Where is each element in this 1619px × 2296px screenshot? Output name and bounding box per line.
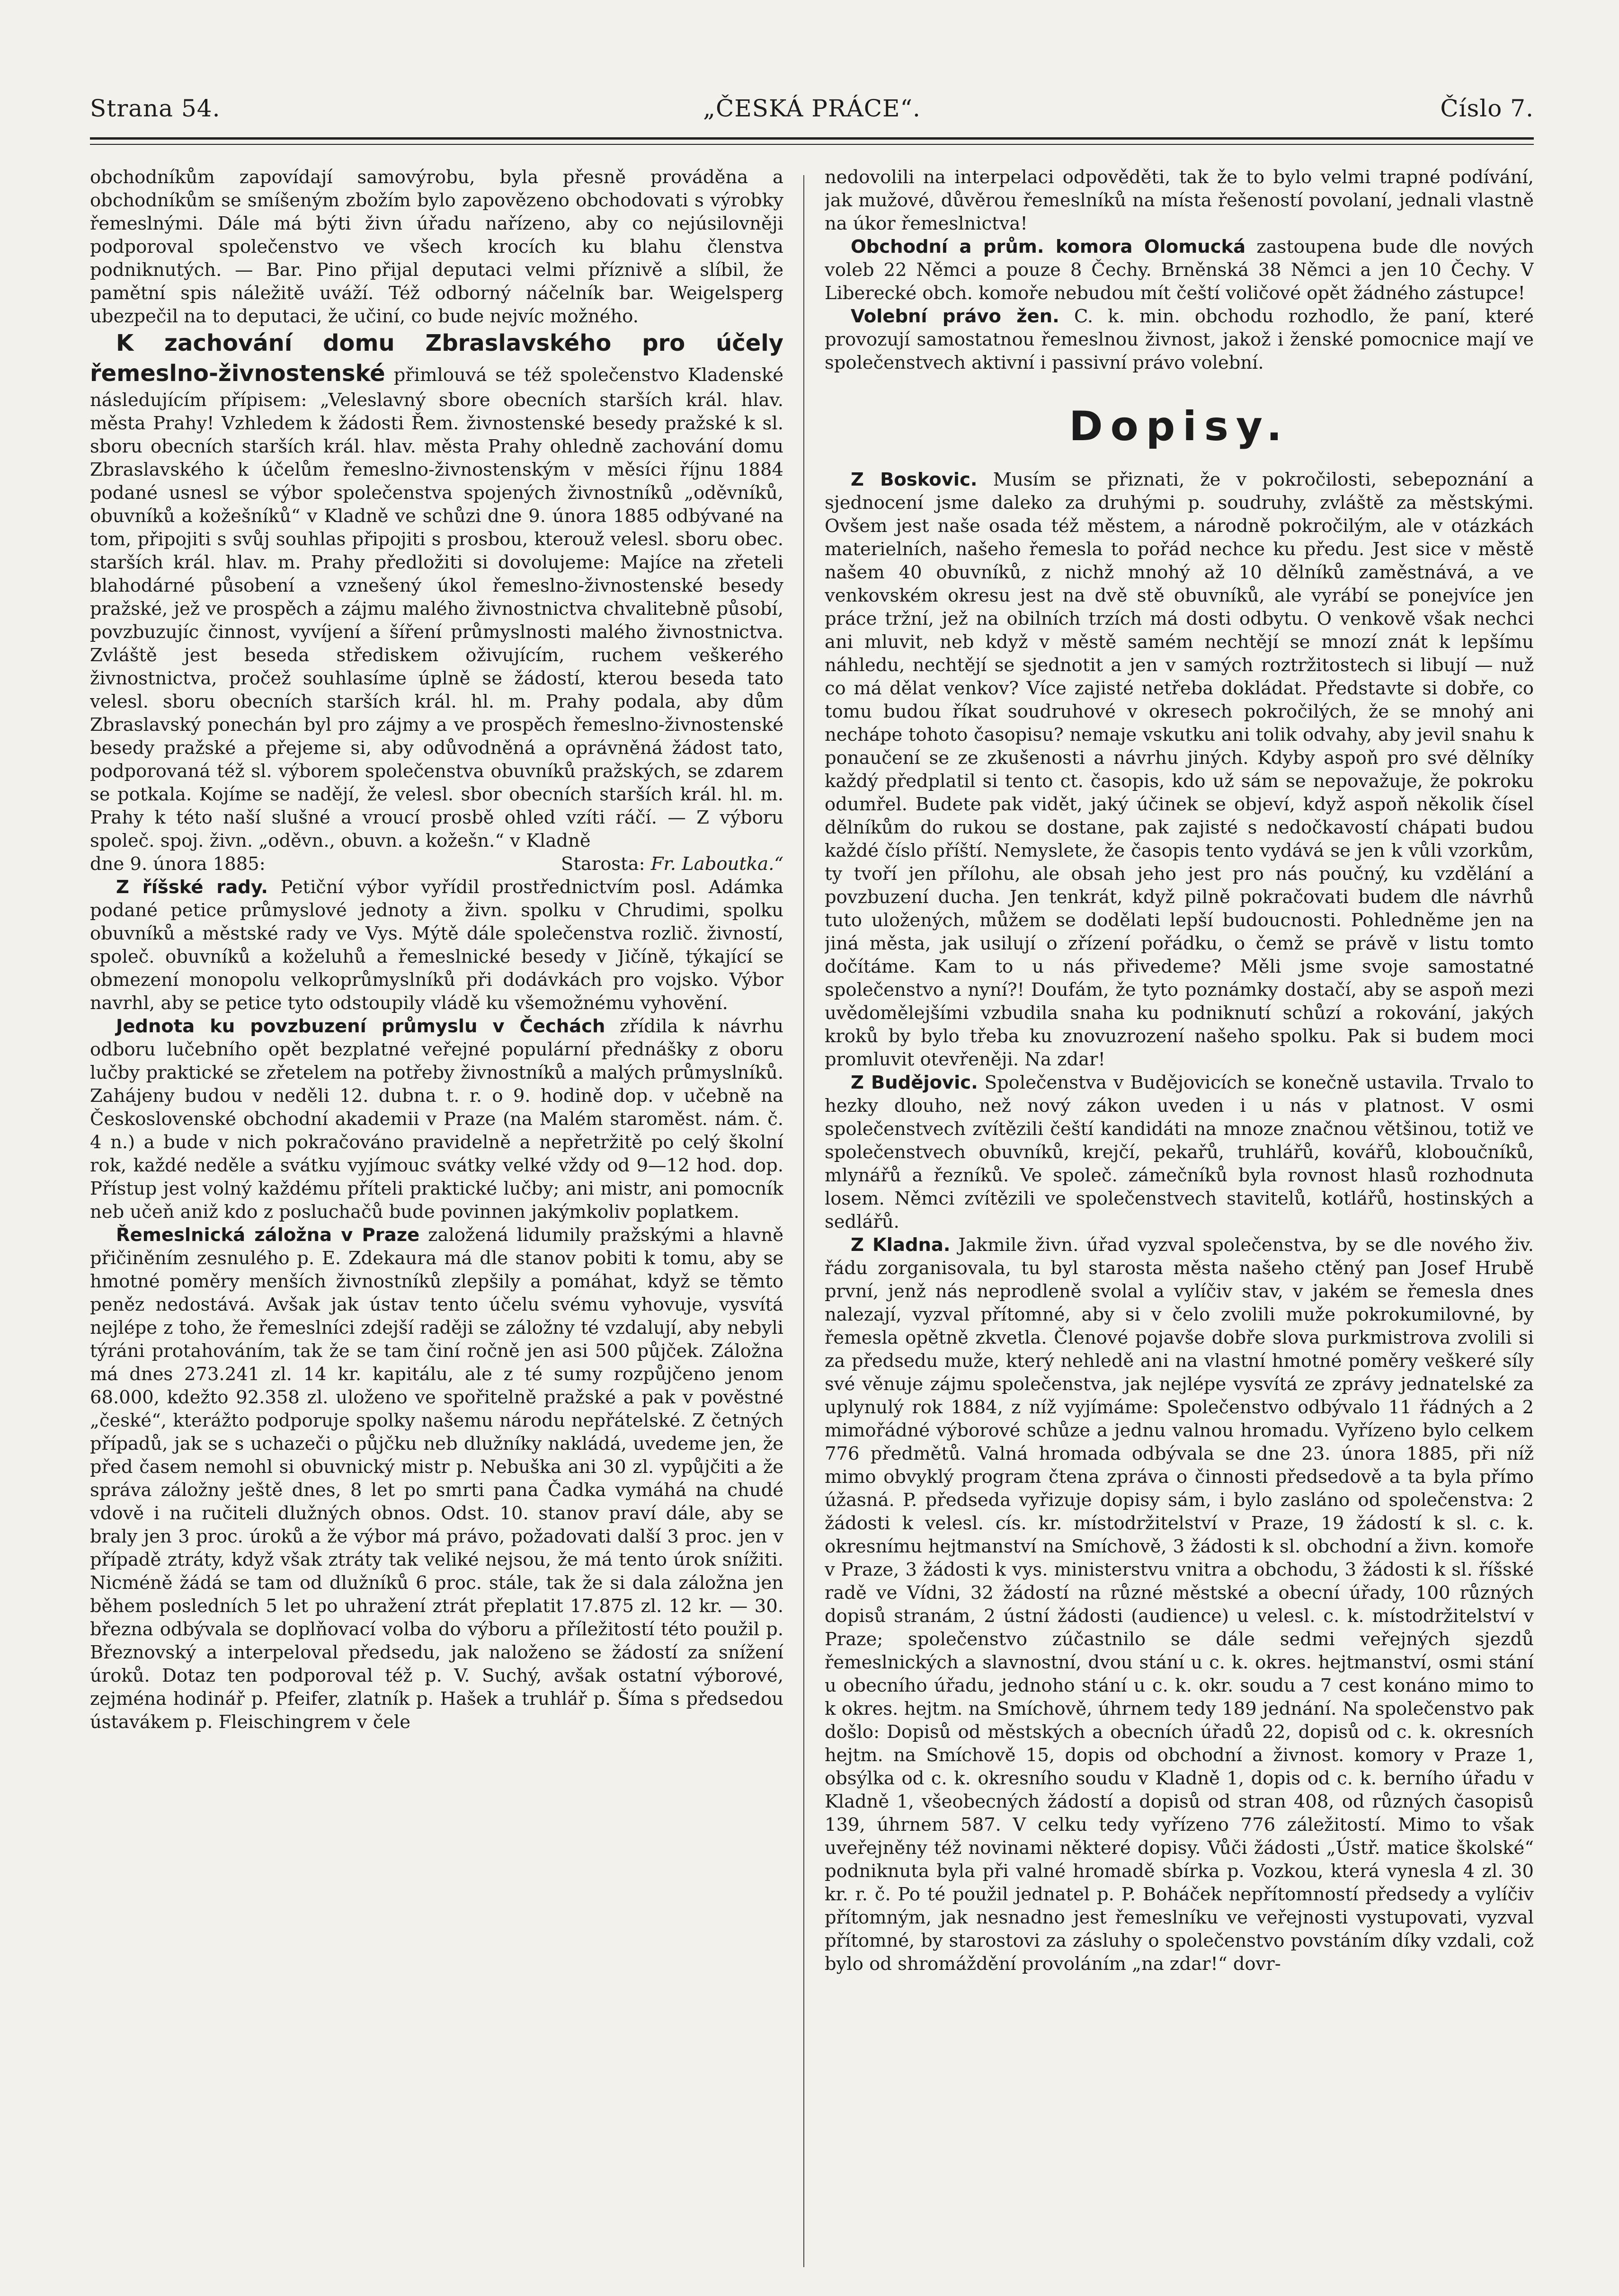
left-column bbox=[90, 166, 783, 2267]
jednota-heading: Jednota ku povzbuzení průmyslu v Čechách bbox=[116, 1016, 605, 1037]
kladna-letter bbox=[825, 1233, 1534, 1976]
budejovic-heading: Z Budějovic. bbox=[851, 1072, 978, 1093]
left-intro-paragraph: obchodníkům zapovídají samovýrobu, byla přesně prováděna a obchodníkům se smíšeným zbožím bylo zapovězeno obchodovati s výrobky řemeslnými. Dále má býti živn úřadu nařízeno, aby co nejúsilovněji podporoval společenstvo ve všech krocích ku blahu členstva podniknutých. — Bar. Pino přijal deputaci velmi příznivě a slíbil, že pamětní spis náležitě uváží. Též odborný náčelník bar. Weigelsperg ubezpečil na to deputaci, že učiní, co bude nejvíc možného. bbox=[90, 167, 783, 327]
zbraslav-signature bbox=[561, 852, 783, 876]
boskovic-text: Musím se přiznati, že v pokročilosti, sebepoznání a sjednocení jsme daleko za druhými p. soudruhy, zvláště za městskými. Ovšem jest naše osada též městem, a národně pokročilým, ale v otázkách materielních, našeho řemesla to pořád nechce ku předu. Jest sice v městě našem 40 obuvníků, z nichž mnohý až 10 dělníků zaměstnává, a ve venkovském okresu jest na dvě stě obuvníků, ale vyrábí se ponejvíce jen práce tržní, jež na obilních trzích má dosti odbytu. O venkově však nechci ani mluvit, neb když v městě samém nechtějí se mnozí znát k lepšímu náhledu, nechtějí se sjednotit a jen v samých roztržitostech si libují — nuž co má dělat venkov? Více zajisté netřeba dokládat. Představte si dobře, co tomu budou říkat soudruhové v okresech pokročilých, že se mnohý ani nechápe tohoto časopisu? nemaje vskutku ani tolik odvahy, aby jevil snahu k ponaučení se ze zkušenosti a návrhu jiných. Kdyby aspoň pro své dělníky každý předplatil si tento ct. časopis, kdo už sám se nepovažuje, že pokroku odumřel. Budete pak vidět, jaký účinek se objeví, když aspoň několik čísel dělníkům do rukou se dostane, pak zajisté s nedočkavostí chápati budou každé číslo příští. Nemyslete, že časopis tento vydává se jen k vůli vzorkům, ty tvoří jen přílohu, ale obsah jeho jest pro nás poučný, ku vzdělání a povzbuzení ducha. Jen tenkrát, když pilně pokračovati budem dle návrhů tuto uložených, můžem se dodělati lepší budoucnosti. Pohledněme jen na jiná města, jak usilují o zřízení pořádku, o čemž se právě v listu tomto dočítáme. Kam to u nás přivedeme? Měli jsme svoje samostatné společenstvo a nyní?! Doufám, že tyto poznámky dostačí, aby se aspoň mezi uvědomělejšími vzbudila snaha ku podniknutí schůzí a rokování, jakých kroků by bylo třeba ku znovuzrození našeho spolku. Pak si budem moci promluvit otevřeněji. Na zdar! bbox=[825, 469, 1534, 1070]
komora-article bbox=[825, 235, 1534, 305]
dopisy-section-title: Dopisy. bbox=[1069, 403, 1290, 450]
zalozna-text: založená lidumily pražskými a hlavně přičiněním zesnulého p. E. Zdekaura má dle stanov pobiti k tomu, aby se hmotné poměry menších živnostníků zlepšily a pomáhat, když se těmto peněz nedostává. Avšak jak ústav tento účelu svému vyhovuje, vysvítá nejlépe z toho, že řemeslníci zdejší raději se záložny té vzdalují, aby nebyli týráni protahováním, tak že se tam činí ročně jen asi 500 půjček. Záložna má dnes 273.241 zl. 14 kr. kapitálu, ale z té sumy rozpůjčeno jenom 68.000, kdežto 92.358 zl. uloženo ve spořitelně pražské a pak v pověstné „české“, kterážto podporuje spolky našemu národu nepřátelské. Z četných případů, jak se s uchazeči o půjčku neb dlužníky nakládá, uvedeme jen, že před časem nemohl si obuvnický mistr p. Nebuška ani 30 zl. vypůjčiti a že správa záložny ještě dnes, 8 let po smrti pana Čadka vymáhá na chudé vdově i na ručiteli dlužných obnos. Odst. 10. stanov praví dále, aby se braly jen 3 proc. úroků a že výbor má právo, požadovati další 3 proc. jen v případě ztráty, když však ztráty tak veliké nejsou, že má tento úrok snížiti. Nicméně žádá se tam od dlužníků 6 proc. stále, tak že si dala záložna jen během posledních 5 let po uhražení ztrát přeplatit 17.875 zl. 12 kr. — 30. března odbývala se doplňovací volba do výboru a příležitostí této použil p. Březnovský a interpeloval předsedu, jak naloženo se žádostí za snížení úroků. Dotaz ten podporoval též p. V. Suchý, avšak ostatní výborové, zejména hodinář p. Pfeifer, zlatník p. Hašek a truhlář p. Šíma s předsedou ústavákem p. Fleischingrem v čele bbox=[90, 1224, 783, 1733]
risske-rady-text: Petiční výbor vyřídil prostřednictvím posl. Adámka podané petice průmyslové jednoty a živn. spolku v Chrudimi, spolku obuvníků a městské rady ve Vys. Mýtě dále společenstva rozlič. živností, společ. obuvníků a koželuhů a řemeslnické besedy v Jičíně, týkající se obmezení monopolu velkoprůmyslníků při dodávkách pro vojsko. Výbor navrhl, aby se petice tyto odstoupily vládě ku všemožnému vyhovění. bbox=[90, 877, 783, 1014]
budejovic-text: Společenstva v Budějovicích se konečně ustavila. Trvalo to hezky dlouho, než nový zákon uveden i u nás v platnost. V osmi společenstvech zvítězili čeští kandidáti na mnoze značnou většinou, totiž ve společenstvech obuvníků, krejčí, pekařů, truhlářů, kovářů, kloboučníků, mlynářů a řezníků. Ve společ. zámečníků byla rovnost hlasů rozhodnuta losem. Němci zvítězili ve společenstvech stavitelů, kotlářů, hostinských a sedlářů. bbox=[825, 1072, 1534, 1232]
komora-text: zastoupena bude dle nových voleb 22 Němci a pouze 8 Čechy. Brněnská 38 Němci a jen 10 Čechy. V Liberecké obch. komoře nebudou mít čeští voličové opět žádného zástupce! bbox=[825, 236, 1534, 304]
komora-heading: Obchodní a prům. komora Olomucká bbox=[851, 236, 1246, 257]
kladna-heading: Z Kladna. bbox=[851, 1234, 951, 1256]
boskovic-heading: Z Boskovic. bbox=[851, 469, 978, 490]
page-header bbox=[90, 95, 1534, 128]
zbraslav-text: přimlouvá se též společenstvo Kladenské následujícím přípisem: „Veleslavný sbore obecních starších král. hlav. města Prahy! Vzhledem k žádosti Řem. živnostenské besedy pražské k sl. sboru obecních starších král. hlav. města Prahy ohledně zachování domu Zbraslavského k účelům řemeslno-živnostenským v měsíci říjnu 1884 podané usnesl se výbor společenstva spojených živnostníků „oděvníků, obuvníků a kožešníků“ v Kladně ve schůzi dne 9. února 1885 odbývané na tom, připojiti s svůj souhlas připojiti s prosbou, kterouž velesl. sboru obec. starších král. hlav. m. Prahy předložiti si dovolujeme: Majíce na zřeteli blahodárné působení a vznešený úkol řemeslno-živnostenské besedy pražské, jež ve prospěch a zájmu malého živnostnictva chvalitebně působí, povzbuzujíc činnost, vyvíjení a šíření průmyslnosti malého živnostnictva. Zvláště jest beseda střediskem oživujícím, ruchem veškerého živnostnictva, pročež souhlasíme úplně se žádostí, kterou beseda tato velesl. sboru obecních starších král. hl. m. Prahy podala, aby dům Zbraslavský ponechán byl pro zájmy a ve prospěch řemeslno-živnostenské besedy pražské a přejeme si, aby odůvodněná a oprávněná žádost tato, podporovaná též sl. výborem společenstva obuvníků pražských, se zdarem se potkala. Kojíme se nadějí, že velesl. sbor obecních starších král. hl. m. Prahy k této naší slušné a vroucí prosbě ohled vzíti ráčí. — Z výboru společ. spoj. živn. „oděvn., obuvn. a kožešn.“ v Kladně bbox=[90, 364, 783, 851]
jednota-text: zřídila k návrhu odboru lučebního opět bezplatné veřejné populární přednášky z oboru lučby praktické se zřetelem na potřeby živnostníků a malých průmyslníků. Zahájeny budou v neděli 12. dubna t. r. o 9. hodině dop. v učebně na Československé obchodní akademii v Praze (na Malém staroměst. nám. č. 4 n.) a bude v nich pokračováno pravidelně a nepřetržitě po celý školní rok, každé neděle a svátku vyjímouc svátky velké vždy od 9—12 hod. dop. Přístup jest volný každému příteli praktické lučby; ani mistr, ani pomocník neb učeň aniž kdo z posluchačů bude povinnen jakýmkoliv poplatkem. bbox=[90, 1016, 783, 1223]
budejovic-letter bbox=[825, 1071, 1534, 1233]
risske-rady-article bbox=[90, 876, 783, 1015]
zbraslav-signature-line bbox=[90, 852, 783, 876]
boskovic-letter bbox=[825, 468, 1534, 1071]
zalozna-article bbox=[90, 1223, 783, 1734]
column-divider bbox=[803, 175, 804, 2267]
zalozna-heading: Řemeslnická záložna v Praze bbox=[116, 1224, 420, 1246]
kladna-text: Jakmile živn. úřad vyzval společenstva, by se dle nového živ. řádu zorganisovala, tu byl starosta města našeho ctěný pan Josef Hrubě první, jenž nás neprodleně svolal a vylíčiv stav, v jakém se řemesla dnes nalezají, vyzval přítomné, aby si v čelo zvolili muže pokrokumilovné, by řemesla opětně zkvetla. Členové pojavše dobře slova purkmistrova zvolili si za předsedu muže, který nehledě ani na vlastní hmotné poměry veškeré síly své věnuje zájmu společenstva, jak nejlépe vysvítá ze zprávy jednatelské za uplynulý rok 1884, z níž vyjímáme: Společenstvo odbývalo 11 řádných a 2 mimořádné výborové schůze a jednu valnou hromadu. Vyřízeno bylo celkem 776 předmětů. Valná hromada odbývala se dne 23. února 1885, při níž mimo obvyklý program čtena zpráva o činnosti předsedově a ta byla přímo úžasná. P. předseda vyřizuje dopisy sám, i bylo zasláno od společenstva: 2 žádosti k velesl. cís. kr. místodržitelství v Praze, 19 žádostí k sl. c. k. okresnímu hejtmanství na Smíchově, 3 žádosti k sl. obchodní a živn. komoře v Praze, 3 žádosti k vys. ministerstvu vnitra a obchodu, 3 žádosti k sl. říšské radě ve Vídni, 32 žádostí na různé městské a obecní úřady, 100 různých dopisů stranám, 2 ústní žádosti (audience) u velesl. c. k. místodržitelství v Praze; společenstvo zúčastnilo se dále sedmi veřejných sjezdů řemeslnických a slavnostní, dvou stání u c. k. okres. hejtmanství, osmi stání u obecního úřadu, jednoho stání u c. k. okr. soudu a 7 cest konáno mimo to k okres. hejtm. na Smíchově, úhrnem tedy 189 jednání. Na společenstvo pak došlo: Dopisů od městských a obecních úřadů 22, dopisů od c. k. okresních hejtm. na Smíchově 15, dopis od obchodní a živnost. komory v Praze 1, obsýlka od c. k. okresního soudu v Kladně 1, dopis od c. k. berního úřadu v Kladně 1, všeobecných žádostí a dopisů od stran 408, od různých časopisů 139, úhrnem 587. V celku tedy vyřízeno 776 záležitostí. Mimo to však uveřejněny též novinami některé dopisy. Vůči žádosti „Ústř. matice školské“ podniknuta byla při valné hromadě sbírka p. Vozkou, která vynesla 4 zl. 30 kr. r. č. Po té použil jednatel p. P. Boháček nepřítomností předsedy a vylíčiv přítomným, jak nesnadno jest řemeslníku ve veřejnosti vystupovati, vyzval přítomné, by starostovi za zásluhy o společenstvo povstáním díky vzdali, což bylo od shromáždění provoláním „na zdar!“ dovr- bbox=[825, 1234, 1534, 1975]
volebni-pravo-text: C. k. min. obchodu rozhodlo, že paní, které provozují samostatnou řemeslnou živnost, jakož i ženské pomocnice mají ve společenstvech aktivní i passivní právo volební. bbox=[825, 306, 1534, 373]
signature-label: Starosta: bbox=[561, 853, 645, 875]
zbraslav-heading: K zachování domu Zbraslavského pro účely řemeslno-živnostenské bbox=[90, 330, 783, 387]
right-intro-paragraph: nedovolili na interpelaci odpověděti, tak že to bylo velmi trapné podívání, jak mužové, důvěrou řemeslníků na místa řešeností povolaní, jednali vlastně na úkor řemeslnictva! bbox=[825, 167, 1534, 234]
newspaper-title: „ČESKÁ PRÁCE“. bbox=[703, 95, 921, 122]
jednota-article bbox=[90, 1015, 783, 1223]
zbraslav-date: dne 9. února 1885: bbox=[90, 853, 266, 875]
page-number: Strana 54. bbox=[90, 95, 221, 122]
volebni-pravo-heading: Volební právo žen. bbox=[851, 306, 1059, 327]
header-rule-thick bbox=[90, 137, 1534, 140]
volebni-pravo-article bbox=[825, 305, 1534, 374]
header-rule-thin bbox=[90, 144, 1534, 145]
signature-name: Fr. Laboutka.“ bbox=[650, 853, 783, 875]
issue-number: Číslo 7. bbox=[1440, 95, 1534, 122]
zbraslav-article bbox=[90, 328, 783, 852]
risske-rady-heading: Z říšské rady. bbox=[116, 877, 268, 898]
right-column bbox=[825, 166, 1534, 2267]
